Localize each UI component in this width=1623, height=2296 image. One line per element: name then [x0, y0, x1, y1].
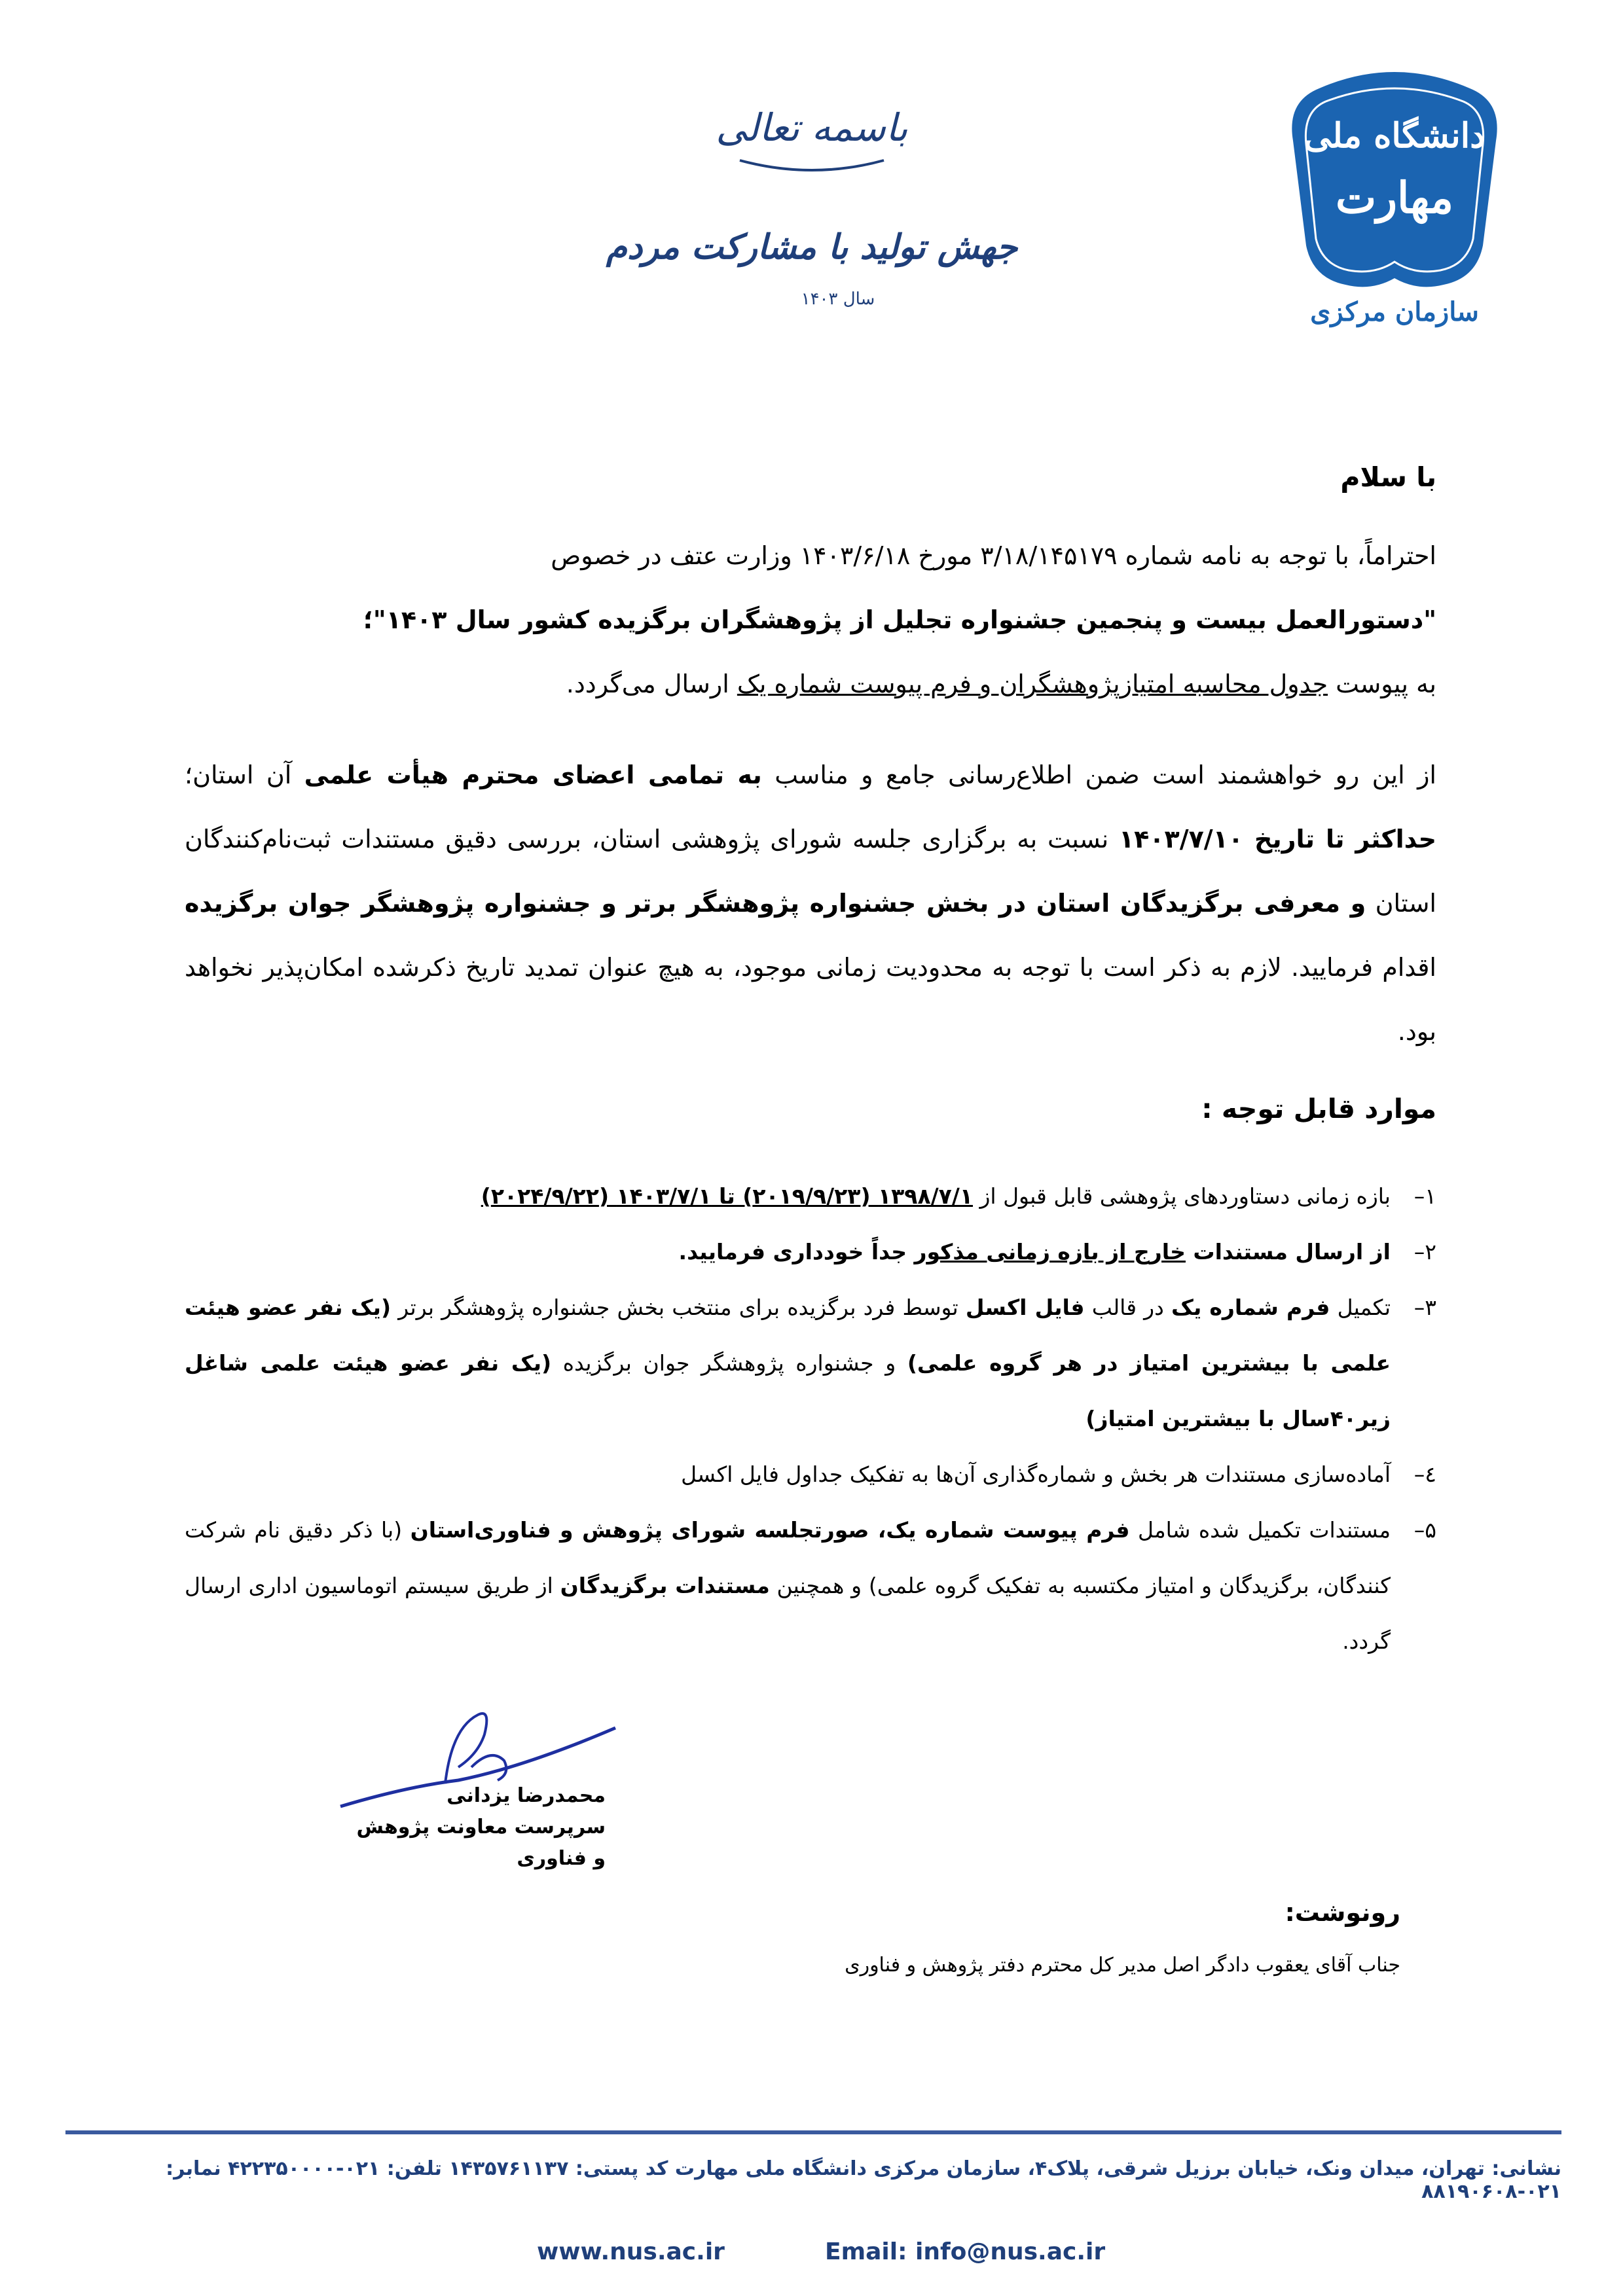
request-bold-1: به تمامی اعضای محترم هیأت علمی	[304, 761, 762, 789]
logo-line2: مهارت	[1336, 172, 1453, 223]
attachment-reference: جدول محاسبه امتیازپژوهشگران و فرم پیوست شماره یک	[737, 670, 1328, 698]
request-paragraph	[185, 743, 1436, 1064]
request-text-2: آن استان؛	[185, 761, 304, 789]
list-item	[185, 1502, 1436, 1669]
bismillah-text: باسمه تعالی	[716, 105, 908, 150]
item-plain: (با ذکر دقیق نام شرکت کنندگان، برگزیدگان و امتیاز مکتسبه به تفکیک گروه علمی) و همچنین	[185, 1517, 1391, 1598]
cc-title: رونوشت:	[1285, 1898, 1400, 1927]
logo-line1: دانشگاه ملی	[1304, 116, 1486, 156]
item-number: ۱–	[1413, 1183, 1436, 1209]
slogan-year: سال ۱۴۰۳	[801, 289, 875, 309]
item-bold: فرم شماره یک	[1171, 1295, 1330, 1320]
item-bold: (یک نفر عضو هیئت علمی شاغل زیر۴۰سال با بیشترین امتیاز)	[185, 1350, 1391, 1431]
item-plain: از طریق سیستم اتوماسیون اداری ارسال گردد.	[185, 1573, 1391, 1654]
item-number: ۵–	[1413, 1517, 1436, 1543]
item-plain: در قالب	[1084, 1295, 1172, 1320]
intro-text-end: ارسال می‌گردد.	[566, 670, 737, 698]
slogan-text: جهش تولید با مشارکت مردم	[606, 227, 1018, 267]
signatory	[344, 1780, 606, 1874]
notes-heading: موارد قابل توجه :	[1201, 1093, 1436, 1124]
signatory-title: سرپرست معاونت پژوهش و فناوری	[356, 1816, 606, 1870]
item-bold: فرم پیوست شماره یک، صورتجلسه شورای پژوهش و فناوری‌استان	[410, 1517, 1130, 1543]
item-number: ٤–	[1413, 1462, 1436, 1487]
intro-text: به پیوست	[1328, 670, 1436, 698]
item-number: ۲–	[1413, 1239, 1436, 1265]
item-text	[185, 1280, 1391, 1446]
intro-paragraph	[185, 524, 1436, 716]
item-plain: بازه زمانی دستاوردهای پژوهشی قابل قبول از	[972, 1183, 1391, 1209]
item-plain: و جشنواره پژوهشگر جوان برگزیده	[551, 1350, 907, 1376]
logo-subtitle: سازمان مرکزی	[1310, 296, 1479, 327]
item-plain: تکمیل	[1330, 1295, 1391, 1320]
item-bold: فایل اکسل	[965, 1295, 1085, 1320]
item-bold: مستندات برگزیدگان	[560, 1573, 770, 1598]
list-item	[185, 1446, 1436, 1502]
request-bold-3: و معرفی برگزیدگان استان در بخش جشنواره پژوهشگر برتر و جشنواره پژوهشگر جوان برگزیده	[185, 889, 1366, 918]
item-bold: از ارسال مستندات	[1185, 1239, 1391, 1265]
footer-email[interactable]: Email: info@nus.ac.ir	[825, 2238, 1106, 2265]
request-text-1: از این رو خواهشمند است ضمن اطلاع‌رسانی جامع و مناسب	[761, 761, 1436, 789]
footer-address: نشانی: تهران، میدان ونک، خیابان برزیل شرقی، پلاک۴، سازمان مرکزی دانشگاه ملی مهارت کد پستی: ۱۴۳۵۷۶۱۱۳۷ تلفن: ۰۲۱-۴۲۲۳۵۰۰۰۰ نمابر: ۰۲۱-۸۸۱۹۰۶۰۸	[166, 2157, 1561, 2203]
item-underlined: خارج از بازه زمانی مذکور	[914, 1239, 1186, 1265]
footer-divider	[65, 2130, 1561, 2134]
item-date-range: ۱۳۹۸/۷/۱ (۲۰۱۹/۹/۲۳) تا ۱۴۰۳/۷/۱ (۲۰۲۴/۹/۲۲)	[481, 1183, 973, 1209]
item-text	[185, 1224, 1391, 1280]
list-item	[185, 1280, 1436, 1446]
request-text-3: نسبت به برگزاری جلسه شورای پژوهشی استان، بررسی دقیق مستندات ثبت‌نام‌کنندگان استان	[185, 825, 1436, 918]
intro-line-1: احتراماً، با توجه به نامه شماره ۳/۱۸/۱۴۵۱۷۹ مورخ ۱۴۰۳/۶/۱۸ وزارت عتف در خصوص	[551, 541, 1436, 570]
university-logo	[1286, 62, 1503, 337]
intro-line-3	[185, 652, 1436, 716]
item-text	[185, 1168, 1391, 1224]
item-bold: جداً خودداری فرمایید.	[678, 1239, 915, 1265]
header-calligraphy	[606, 62, 1018, 337]
list-item	[185, 1224, 1436, 1280]
intro-line-2: "دستورالعمل بیست و پنجمین جشنواره تجلیل از پژوهشگران برگزیده کشور سال ۱۴۰۳"؛	[363, 605, 1436, 634]
greeting: با سلام	[1340, 461, 1436, 493]
item-bold: (یک نفر عضو هیئت علمی با بیشترین امتیاز در هر گروه علمی)	[185, 1295, 1391, 1376]
item-text	[185, 1502, 1391, 1669]
item-number: ۳–	[1413, 1295, 1436, 1320]
item-plain: مستندات تکمیل شده شامل	[1129, 1517, 1391, 1543]
cc-recipient: جناب آقای یعقوب دادگر اصل مدیر کل محترم دفتر پژوهش و فناوری	[845, 1954, 1400, 1977]
request-text-4: اقدام فرمایید. لازم به ذکر است با توجه به محدودیت زمانی موجود، به هیچ عنوان تمدید تاریخ ذکرشده امکان‌پذیر نخواهد بود.	[185, 953, 1436, 1046]
item-plain: توسط فرد برگزیده برای منتخب بخش جشنواره پژوهشگر برتر	[391, 1295, 966, 1320]
footer-website[interactable]: www.nus.ac.ir	[537, 2238, 725, 2265]
item-text	[185, 1446, 1391, 1502]
deadline: حداکثر تا تاریخ ۱۴۰۳/۷/۱۰	[1118, 825, 1436, 853]
list-item	[185, 1168, 1436, 1224]
notes-list	[185, 1168, 1436, 1669]
item-plain: آماده‌سازی مستندات هر بخش و شماره‌گذاری آن‌ها به تفکیک جداول فایل اکسل	[681, 1462, 1391, 1487]
signatory-name: محمدرضا یزدانی	[447, 1784, 606, 1807]
